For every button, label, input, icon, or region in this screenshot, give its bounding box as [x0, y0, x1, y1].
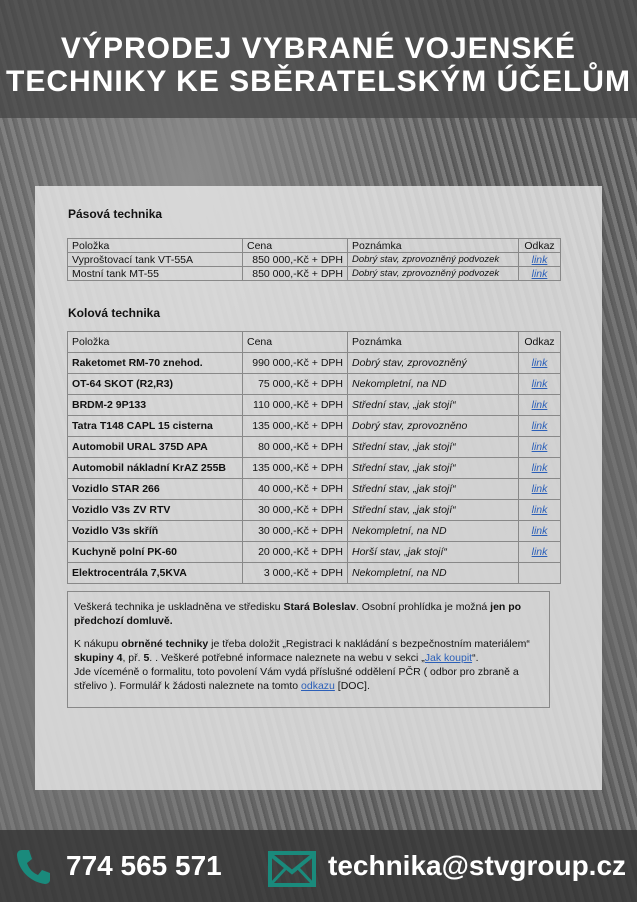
item-link-cell	[519, 353, 561, 374]
tracked-table	[67, 238, 561, 281]
table-row	[68, 353, 561, 374]
item-link[interactable]: link	[531, 399, 548, 411]
item-name: OT-64 SKOT (R2,R3)	[68, 374, 243, 395]
wheeled-rows	[68, 353, 561, 584]
item-note: Nekompletní, na ND	[348, 521, 519, 542]
item-note: Střední stav, „jak stojí“	[348, 479, 519, 500]
item-price: 850 000,-Kč + DPH	[243, 267, 348, 281]
table-row	[68, 253, 561, 267]
item-name: Raketomet RM-70 znehod.	[68, 353, 243, 374]
info-group: skupiny 4	[74, 652, 123, 664]
item-name: Vozidlo STAR 266	[68, 479, 243, 500]
item-link[interactable]: link	[531, 253, 548, 266]
item-price: 30 000,-Kč + DPH	[243, 521, 348, 542]
col-item: Položka	[68, 332, 243, 353]
item-link-cell	[519, 458, 561, 479]
table-row	[68, 267, 561, 281]
item-price: 40 000,-Kč + DPH	[243, 479, 348, 500]
item-note: Nekompletní, na ND	[348, 374, 519, 395]
item-note: Střední stav, „jak stojí“	[348, 500, 519, 521]
item-note: Horší stav, „jak stojí“	[348, 542, 519, 563]
item-note: Střední stav, „jak stojí“	[348, 437, 519, 458]
how-to-buy-link[interactable]: Jak koupit	[424, 652, 473, 664]
col-price: Cena	[243, 332, 348, 353]
table-header-row	[68, 239, 561, 253]
table-row	[68, 374, 561, 395]
item-link-cell	[519, 479, 561, 500]
info-text: je třeba doložit „Registraci k nakládání s bezpečnostním materiálem“	[208, 638, 530, 650]
item-link[interactable]: link	[531, 420, 548, 432]
info-annex: 5	[143, 652, 150, 664]
item-link[interactable]: link	[531, 462, 548, 474]
info-police	[74, 665, 543, 693]
table-row	[68, 542, 561, 563]
table-row	[68, 563, 561, 584]
item-price: 110 000,-Kč + DPH	[243, 395, 348, 416]
item-name: Automobil nákladní KrAZ 255B	[68, 458, 243, 479]
item-link-cell	[519, 521, 561, 542]
title-line-2: TECHNIKY KE SBĚRATELSKÝM ÚČELŮM	[6, 65, 631, 98]
info-text: “.	[472, 652, 479, 664]
wheeled-table	[67, 331, 561, 584]
info-appointment: jen po předchozí domluvě	[74, 601, 522, 627]
item-link-cell	[519, 416, 561, 437]
table-row	[68, 479, 561, 500]
col-link: Odkaz	[519, 239, 561, 253]
wheeled-heading: Kolová technika	[68, 306, 161, 320]
item-link[interactable]: link	[531, 483, 548, 495]
item-link-cell	[519, 395, 561, 416]
table-row	[68, 500, 561, 521]
item-note: Dobrý stav, zprovozněný podvozek	[348, 253, 519, 267]
tracked-heading: Pásová technika	[68, 207, 163, 221]
info-text: K nákupu	[74, 638, 122, 650]
item-price: 30 000,-Kč + DPH	[243, 500, 348, 521]
item-link-cell	[519, 437, 561, 458]
item-note: Střední stav, „jak stojí“	[348, 458, 519, 479]
item-note: Dobrý stav, zprovozněný	[348, 353, 519, 374]
info-text: .	[169, 615, 173, 627]
col-note: Poznámka	[348, 239, 519, 253]
item-price: 135 000,-Kč + DPH	[243, 416, 348, 437]
item-name: Vozidlo V3s ZV RTV	[68, 500, 243, 521]
table-header-row	[68, 332, 561, 353]
email-address[interactable]: technika@stvgroup.cz	[328, 850, 627, 881]
col-item: Položka	[68, 239, 243, 253]
item-price: 20 000,-Kč + DPH	[243, 542, 348, 563]
table-row	[68, 395, 561, 416]
info-box	[67, 591, 550, 708]
table-row	[68, 458, 561, 479]
info-place: Stará Boleslav	[283, 601, 356, 613]
item-price: 75 000,-Kč + DPH	[243, 374, 348, 395]
col-price: Cena	[243, 239, 348, 253]
item-price: 850 000,-Kč + DPH	[243, 253, 348, 267]
info-text: . Osobní prohlídka je možná	[355, 601, 491, 613]
col-link: Odkaz	[519, 332, 561, 353]
item-name: Kuchyně polní PK-60	[68, 542, 243, 563]
item-link[interactable]: link	[531, 504, 548, 516]
info-storage	[74, 600, 543, 628]
item-link-cell	[519, 374, 561, 395]
item-link[interactable]: link	[531, 357, 548, 369]
item-name: Tatra T148 CAPL 15 cisterna	[68, 416, 243, 437]
item-price: 3 000,-Kč + DPH	[243, 563, 348, 584]
item-link-cell	[519, 542, 561, 563]
info-text: . . Veškeré potřebné informace naleznete na webu v sekci „	[149, 652, 425, 664]
col-note: Poznámka	[348, 332, 519, 353]
table-row	[68, 437, 561, 458]
item-note: Nekompletní, na ND	[348, 563, 519, 584]
info-text: Veškerá technika je uskladněna ve středisku	[74, 601, 284, 613]
info-registration	[74, 637, 543, 665]
item-link[interactable]: link	[531, 525, 548, 537]
info-text: [DOC].	[334, 680, 370, 692]
table-row	[68, 521, 561, 542]
item-name: Vyproštovací tank VT-55A	[68, 253, 243, 267]
item-note: Dobrý stav, zprovozněno	[348, 416, 519, 437]
table-row	[68, 416, 561, 437]
item-link[interactable]: link	[531, 267, 548, 280]
form-link[interactable]: odkazu	[301, 680, 335, 692]
item-price: 990 000,-Kč + DPH	[243, 353, 348, 374]
item-name: Elektrocentrála 7,5KVA	[68, 563, 243, 584]
item-link-cell	[519, 563, 561, 584]
item-name: Automobil URAL 375D APA	[68, 437, 243, 458]
item-link[interactable]: link	[531, 441, 548, 453]
title-line-1: VÝPRODEJ VYBRANÉ VOJENSKÉ	[60, 32, 577, 65]
item-price: 80 000,-Kč + DPH	[243, 437, 348, 458]
phone-icon	[14, 846, 54, 886]
item-link-cell	[519, 500, 561, 521]
info-text: , př.	[122, 652, 144, 664]
item-link[interactable]: link	[531, 378, 548, 390]
info-armored: obrněné techniky	[121, 638, 209, 650]
item-note: Střední stav, „jak stojí“	[348, 395, 519, 416]
phone-number[interactable]: 774 565 571	[66, 850, 222, 881]
item-price: 135 000,-Kč + DPH	[243, 458, 348, 479]
item-name: Mostní tank MT-55	[68, 267, 243, 281]
item-link[interactable]: link	[531, 546, 548, 558]
mail-icon	[268, 851, 316, 887]
info-text: Jde víceméně o formalitu, toto povolení Vám vydá příslušné oddělení PČR ( odbor pro zbraně a střelivo ). Formulář k žádosti naleznete na tomto	[74, 666, 519, 692]
item-name: BRDM-2 9P133	[68, 395, 243, 416]
item-note: Dobrý stav, zprovozněný podvozek	[348, 267, 519, 281]
item-name: Vozidlo V3s skříň	[68, 521, 243, 542]
page-title	[0, 32, 637, 98]
